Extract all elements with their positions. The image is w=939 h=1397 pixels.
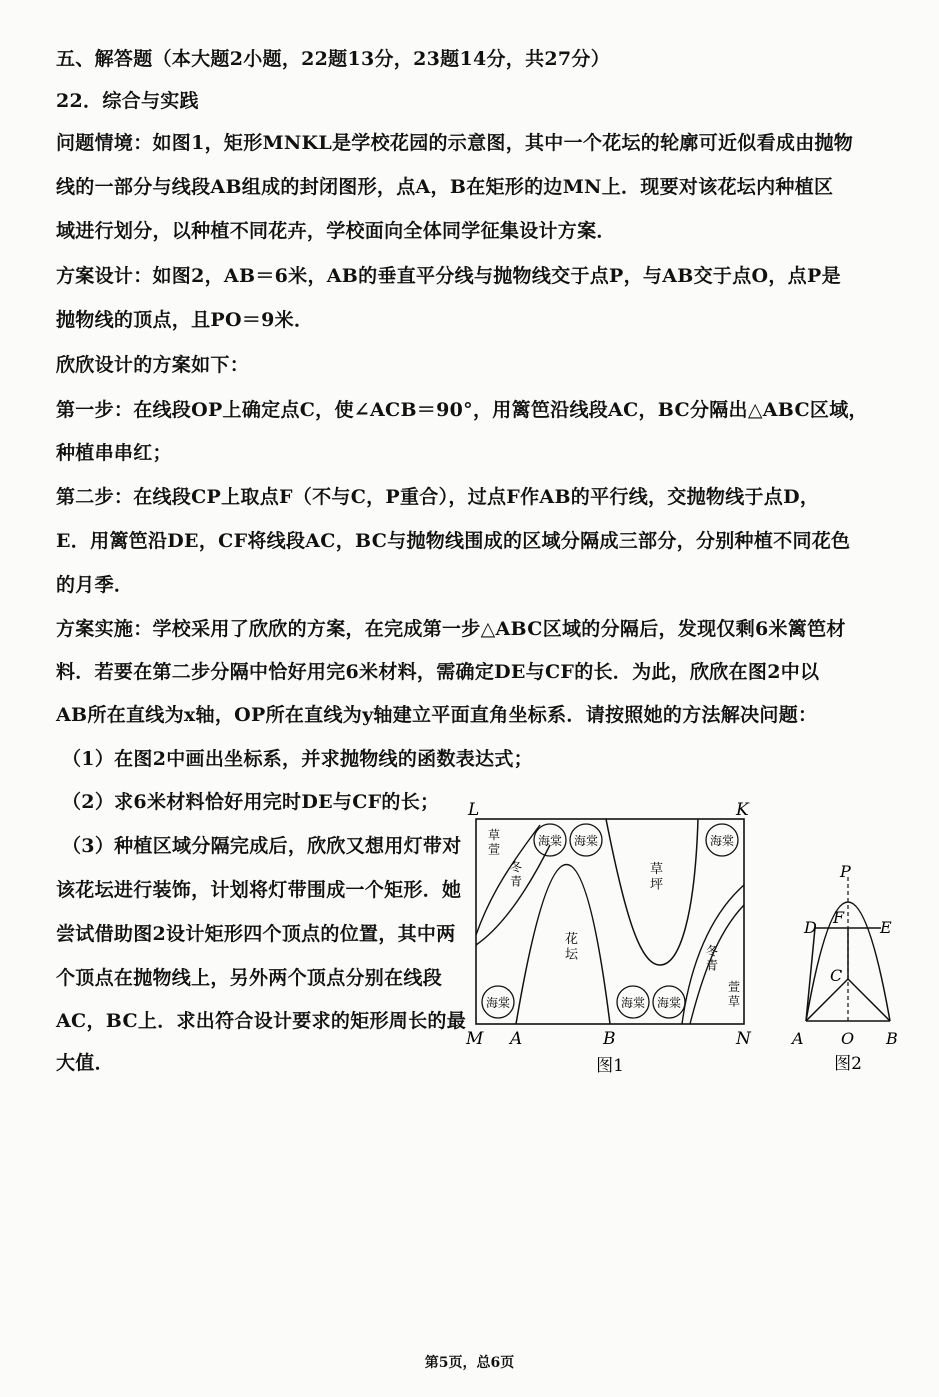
label-B: B (886, 1029, 898, 1048)
label-P: P (840, 862, 851, 881)
label-N: N (736, 1029, 751, 1049)
region-label: 冬青 (510, 860, 523, 889)
label-A: A (792, 1029, 804, 1048)
segment-AD (806, 928, 815, 1021)
figure-2-caption: 图2 (834, 1054, 862, 1074)
region-label: 冬青 (706, 944, 719, 973)
paragraph-line: 方案设计：如图2，AB＝6米，AB的垂直平分线与抛物线交于点P，与AB交于点O，点P是 (56, 265, 841, 287)
label-F: F (833, 908, 845, 927)
label-K: K (736, 800, 749, 820)
begonia-label: 海棠 (656, 996, 682, 1010)
paragraph-line: 方案实施：学校采用了欣欣的方案，在完成第一步△ABC区域的分隔后，发现仅剩6米篱笆材 (56, 618, 846, 640)
region-label: 花坛 (565, 932, 579, 963)
region-label: 草萱 (488, 828, 501, 857)
paragraph-line: E．用篱笆沿DE，CF将线段AC，BC与抛物线围成的区域分隔成三部分，分别种植不同花色 (56, 530, 851, 552)
paragraph-line: AB所在直线为x轴，OP所在直线为y轴建立平面直角坐标系．请按照她的方法解决问题： (56, 704, 818, 726)
question-3-line: （3）种植区域分隔完成后，欣欣又想用灯带对 (62, 835, 462, 857)
flower-bed-parabola (516, 865, 610, 1025)
paragraph-line: 的月季． (56, 574, 134, 596)
paragraph-line: 域进行划分，以种植不同花卉，学校面向全体同学征集设计方案． (56, 220, 616, 242)
garden-rectangle (476, 819, 744, 1024)
problem-title: 22．综合与实践 (56, 90, 199, 112)
paragraph-line: 问题情境：如图1，矩形MNKL是学校花园的示意图，其中一个花坛的轮廓可近似看成由抛物 (56, 132, 854, 154)
region-label: 草坪 (650, 862, 664, 893)
label-D: D (804, 918, 817, 937)
label-E: E (880, 918, 892, 937)
section-heading: 五、解答题（本大题2小题，22题13分，23题14分，共27分） (56, 48, 611, 70)
paragraph-line: 料．若要在第二步分隔中恰好用完6米材料，需确定DE与CF的长．为此，欣欣在图2中以 (56, 661, 820, 683)
begonia-label: 海棠 (485, 996, 511, 1010)
paragraph-line: 线的一部分与线段AB组成的封闭图形，点A，B在矩形的边MN上．现要对该花坛内种植区 (56, 176, 834, 198)
paragraph-line: 第二步：在线段CP上取点F（不与C，P重合），过点F作AB的平行线，交抛物线于点D， (56, 486, 820, 508)
question-3-line: 大值． (56, 1052, 114, 1074)
question-3-line: 尝试借助图2设计矩形四个顶点的位置，其中两 (56, 923, 456, 945)
paragraph-line: 种植串串红； (56, 442, 172, 464)
begonia-label: 海棠 (709, 834, 735, 848)
paragraph-line: 第一步：在线段OP上确定点C，使∠ACB＝90°，用篱笆沿线段AC，BC分隔出△ABC区域， (56, 399, 868, 421)
question-3-line: 该花坛进行装饰，计划将灯带围成一个矩形．她 (56, 879, 462, 901)
begonia-label: 海棠 (620, 996, 646, 1010)
question-1: （1）在图2中画出坐标系，并求抛物线的函数表达式； (62, 748, 533, 770)
page-footer: 第5页，总6页 (424, 1355, 515, 1371)
label-O: O (841, 1029, 855, 1048)
figure-2 (786, 855, 906, 1085)
figure-1-caption: 图1 (596, 1056, 624, 1076)
question-3-line: 个顶点在抛物线上，另外两个顶点分别在线段 (56, 967, 443, 989)
question-2: （2）求6米材料恰好用完时DE与CF的长； (62, 791, 440, 813)
label-C: C (830, 966, 843, 985)
label-L: L (468, 800, 480, 820)
figure-1 (460, 795, 760, 1085)
label-A: A (510, 1029, 523, 1049)
begonia-label: 海棠 (573, 834, 599, 848)
paragraph-line: 欣欣设计的方案如下： (56, 354, 250, 376)
label-B: B (603, 1029, 616, 1049)
label-M: M (466, 1029, 484, 1049)
paragraph-line: 抛物线的顶点，且PO＝9米． (56, 309, 314, 331)
region-label: 萱草 (728, 980, 741, 1009)
question-3-line: AC，BC上．求出符合设计要求的矩形周长的最 (56, 1010, 466, 1032)
begonia-label: 海棠 (537, 834, 563, 848)
